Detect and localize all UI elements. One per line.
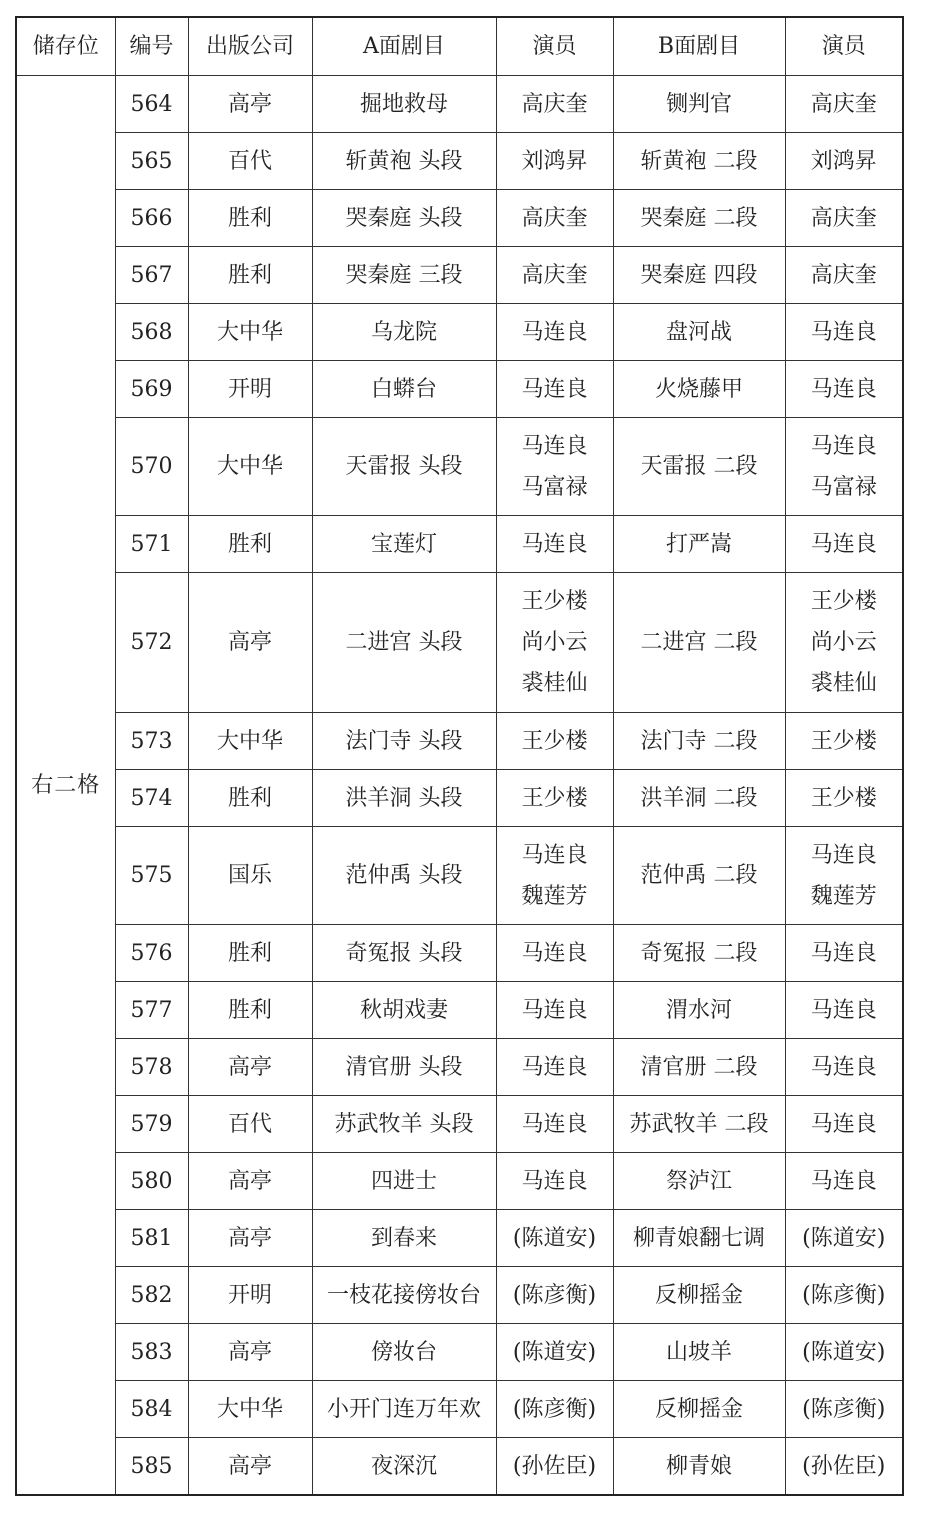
side-a-title-cell: 哭秦庭 头段: [312, 190, 496, 247]
side-b-title-cell: 反柳摇金: [613, 1381, 785, 1438]
side-a-title-cell: 小开门连万年欢: [312, 1381, 496, 1438]
publisher-cell: 胜利: [188, 770, 312, 827]
actor-name: (孙佐臣): [802, 1453, 886, 1479]
record-number-cell: 578: [115, 1039, 188, 1096]
side-b-title-cell: 哭秦庭 四段: [613, 247, 785, 304]
actor-name: (陈道安): [802, 1339, 886, 1365]
actor-name: 王少楼: [810, 728, 877, 754]
side-a-title-cell: 宝莲灯: [312, 516, 496, 573]
actor-name: 马连良: [521, 1168, 588, 1194]
side-b-actors-cell: [785, 1267, 903, 1324]
publisher-cell: 胜利: [188, 982, 312, 1039]
side-b-title-cell: 二进宫 二段: [613, 573, 785, 713]
side-b-title-cell: 哭秦庭 二段: [613, 190, 785, 247]
record-catalog-table: [15, 16, 904, 1496]
side-b-actors-cell: [785, 573, 903, 713]
side-b-actors-cell: [785, 1324, 903, 1381]
actor-name: 刘鸿昇: [810, 148, 877, 174]
header-b-title: B面剧目: [613, 17, 785, 76]
table-row: [16, 1153, 903, 1210]
table-row: [16, 982, 903, 1039]
publisher-cell: 大中华: [188, 713, 312, 770]
actor-name: 马连良: [521, 842, 588, 868]
side-a-title-cell: 傍妆台: [312, 1324, 496, 1381]
actor-name: 马连良: [810, 1111, 877, 1137]
side-a-actors-cell: [496, 1381, 613, 1438]
side-b-actors-cell: [785, 1096, 903, 1153]
side-b-title-cell: 斩黄袍 二段: [613, 133, 785, 190]
side-a-actors-cell: [496, 1210, 613, 1267]
actor-name: 高庆奎: [521, 262, 588, 288]
actor-name: 马连良: [810, 940, 877, 966]
record-number-cell: 579: [115, 1096, 188, 1153]
actor-name: 裘桂仙: [810, 671, 877, 696]
side-b-title-cell: 火烧藤甲: [613, 361, 785, 418]
header-a-title: A面剧目: [312, 17, 496, 76]
table-row: [16, 770, 903, 827]
side-a-actors-cell: [496, 418, 613, 516]
side-b-actors-cell: [785, 713, 903, 770]
side-a-title-cell: 四进士: [312, 1153, 496, 1210]
actor-name: 马连良: [521, 319, 588, 345]
actor-name: 王少楼: [521, 728, 588, 754]
actor-name: 高庆奎: [810, 205, 877, 231]
side-a-title-cell: 夜深沉: [312, 1438, 496, 1496]
side-a-title-cell: 奇冤报 头段: [312, 925, 496, 982]
side-a-actors-cell: [496, 133, 613, 190]
table-row: [16, 1267, 903, 1324]
side-a-actors-cell: [496, 76, 613, 133]
publisher-cell: 胜利: [188, 925, 312, 982]
publisher-cell: 大中华: [188, 418, 312, 516]
side-a-title-cell: 清官册 头段: [312, 1039, 496, 1096]
actor-name: 马富禄: [810, 474, 877, 500]
publisher-cell: 国乐: [188, 827, 312, 925]
side-a-actors-cell: [496, 827, 613, 925]
side-a-actors-cell: [496, 713, 613, 770]
actor-name: 刘鸿昇: [521, 148, 588, 174]
side-a-title-cell: 掘地救母: [312, 76, 496, 133]
table-row: [16, 133, 903, 190]
side-b-actors-cell: [785, 418, 903, 516]
side-b-actors-cell: [785, 247, 903, 304]
actor-name: 马连良: [810, 319, 877, 345]
publisher-cell: 胜利: [188, 516, 312, 573]
actor-name: 马连良: [810, 997, 877, 1023]
side-b-title-cell: 渭水河: [613, 982, 785, 1039]
side-a-title-cell: 乌龙院: [312, 304, 496, 361]
table-row: [16, 1096, 903, 1153]
side-b-title-cell: 奇冤报 二段: [613, 925, 785, 982]
actor-name: (陈彦衡): [512, 1396, 597, 1422]
publisher-cell: 高亭: [188, 573, 312, 713]
side-b-title-cell: 天雷报 二段: [613, 418, 785, 516]
side-b-actors-cell: [785, 1381, 903, 1438]
side-a-actors-cell: [496, 925, 613, 982]
table-row: [16, 573, 903, 713]
side-a-actors-cell: [496, 1267, 613, 1324]
publisher-cell: 百代: [188, 1096, 312, 1153]
record-number-cell: 565: [115, 133, 188, 190]
publisher-cell: 胜利: [188, 247, 312, 304]
actor-name: 马连良: [521, 940, 588, 966]
header-row: [16, 17, 903, 76]
actor-name: 王少楼: [810, 785, 877, 811]
actor-name: 尚小云: [810, 630, 877, 655]
side-a-title-cell: 洪羊洞 头段: [312, 770, 496, 827]
record-catalog-sheet: [15, 16, 904, 1496]
actor-name: 马连良: [521, 531, 588, 557]
actor-name: 马连良: [521, 376, 588, 402]
record-number-cell: 575: [115, 827, 188, 925]
publisher-cell: 高亭: [188, 76, 312, 133]
actor-name: 高庆奎: [521, 91, 588, 117]
record-number-cell: 568: [115, 304, 188, 361]
side-b-title-cell: 山坡羊: [613, 1324, 785, 1381]
side-a-title-cell: 斩黄袍 头段: [312, 133, 496, 190]
side-b-actors-cell: [785, 925, 903, 982]
actor-name: (陈彦衡): [802, 1396, 886, 1422]
actor-name: 王少楼: [521, 589, 588, 614]
record-number-cell: 571: [115, 516, 188, 573]
side-b-title-cell: 苏武牧羊 二段: [613, 1096, 785, 1153]
side-a-title-cell: 范仲禹 头段: [312, 827, 496, 925]
record-number-cell: 573: [115, 713, 188, 770]
actor-name: 裘桂仙: [521, 671, 588, 696]
actor-name: 高庆奎: [521, 205, 588, 231]
actor-name: 马连良: [521, 433, 588, 459]
record-number-cell: 570: [115, 418, 188, 516]
side-b-actors-cell: [785, 133, 903, 190]
side-b-title-cell: 反柳摇金: [613, 1267, 785, 1324]
record-number-cell: 583: [115, 1324, 188, 1381]
table-row: [16, 76, 903, 133]
storage-location-cell: 右二格: [16, 76, 115, 1496]
actor-name: 王少楼: [810, 589, 877, 614]
side-b-actors-cell: [785, 1153, 903, 1210]
side-a-actors-cell: [496, 1096, 613, 1153]
side-b-actors-cell: [785, 516, 903, 573]
publisher-cell: 大中华: [188, 1381, 312, 1438]
side-a-actors-cell: [496, 361, 613, 418]
side-b-actors-cell: [785, 770, 903, 827]
record-number-cell: 577: [115, 982, 188, 1039]
side-b-title-cell: 柳青娘: [613, 1438, 785, 1496]
actor-name: 王少楼: [521, 785, 588, 811]
table-row: [16, 827, 903, 925]
header-company: 出版公司: [188, 17, 312, 76]
actor-name: 马富禄: [521, 474, 588, 500]
actor-name: (陈道安): [802, 1225, 886, 1251]
table-row: [16, 713, 903, 770]
table-row: [16, 1324, 903, 1381]
publisher-cell: 高亭: [188, 1324, 312, 1381]
side-b-actors-cell: [785, 1210, 903, 1267]
side-a-title-cell: 法门寺 头段: [312, 713, 496, 770]
publisher-cell: 高亭: [188, 1153, 312, 1210]
record-number-cell: 576: [115, 925, 188, 982]
table-row: [16, 304, 903, 361]
side-b-title-cell: 祭泸江: [613, 1153, 785, 1210]
side-b-title-cell: 盘河战: [613, 304, 785, 361]
side-b-title-cell: 清官册 二段: [613, 1039, 785, 1096]
side-b-actors-cell: [785, 982, 903, 1039]
side-a-actors-cell: [496, 982, 613, 1039]
catalog-body: [16, 76, 903, 1496]
side-a-actors-cell: [496, 573, 613, 713]
side-a-title-cell: 秋胡戏妻: [312, 982, 496, 1039]
actor-name: 马连良: [521, 1111, 588, 1137]
table-row: [16, 247, 903, 304]
table-row: [16, 190, 903, 247]
actor-name: (陈道安): [512, 1339, 597, 1365]
side-b-title-cell: 洪羊洞 二段: [613, 770, 785, 827]
table-row: [16, 1039, 903, 1096]
side-a-actors-cell: [496, 1324, 613, 1381]
side-a-actors-cell: [496, 770, 613, 827]
actor-name: 马连良: [810, 531, 877, 557]
side-a-title-cell: 苏武牧羊 头段: [312, 1096, 496, 1153]
side-b-title-cell: 法门寺 二段: [613, 713, 785, 770]
table-row: [16, 361, 903, 418]
side-a-title-cell: 二进宫 头段: [312, 573, 496, 713]
header-b-actors: 演员: [785, 17, 903, 76]
actor-name: 马连良: [810, 433, 877, 459]
publisher-cell: 大中华: [188, 304, 312, 361]
side-b-title-cell: 铡判官: [613, 76, 785, 133]
publisher-cell: 高亭: [188, 1210, 312, 1267]
actor-name: (孙佐臣): [512, 1453, 597, 1479]
publisher-cell: 胜利: [188, 190, 312, 247]
side-a-title-cell: 一枝花接傍妆台: [312, 1267, 496, 1324]
record-number-cell: 569: [115, 361, 188, 418]
actor-name: 马连良: [810, 842, 877, 868]
side-a-actors-cell: [496, 1438, 613, 1496]
record-number-cell: 572: [115, 573, 188, 713]
header-storage: 储存位: [16, 17, 115, 76]
table-row: [16, 1438, 903, 1496]
record-number-cell: 584: [115, 1381, 188, 1438]
side-a-actors-cell: [496, 304, 613, 361]
side-b-title-cell: 柳青娘翻七调: [613, 1210, 785, 1267]
header-a-actors: 演员: [496, 17, 613, 76]
side-a-actors-cell: [496, 1153, 613, 1210]
actor-name: (陈道安): [512, 1225, 597, 1251]
side-b-actors-cell: [785, 1039, 903, 1096]
actor-name: 高庆奎: [810, 262, 877, 288]
actor-name: 尚小云: [521, 630, 588, 655]
record-number-cell: 581: [115, 1210, 188, 1267]
table-row: [16, 1210, 903, 1267]
actor-name: 马连良: [810, 1054, 877, 1080]
actor-name: 魏莲芳: [521, 883, 588, 909]
table-row: [16, 925, 903, 982]
side-a-title-cell: 到春来: [312, 1210, 496, 1267]
side-b-actors-cell: [785, 827, 903, 925]
table-row: [16, 418, 903, 516]
record-number-cell: 567: [115, 247, 188, 304]
side-b-title-cell: 打严嵩: [613, 516, 785, 573]
side-b-title-cell: 范仲禹 二段: [613, 827, 785, 925]
publisher-cell: 开明: [188, 361, 312, 418]
side-b-actors-cell: [785, 76, 903, 133]
side-b-actors-cell: [785, 304, 903, 361]
record-number-cell: 574: [115, 770, 188, 827]
table-row: [16, 1381, 903, 1438]
publisher-cell: 开明: [188, 1267, 312, 1324]
record-number-cell: 564: [115, 76, 188, 133]
side-a-actors-cell: [496, 247, 613, 304]
actor-name: (陈彦衡): [512, 1282, 597, 1308]
table-row: [16, 516, 903, 573]
side-a-title-cell: 白蟒台: [312, 361, 496, 418]
header-number: 编号: [115, 17, 188, 76]
side-b-actors-cell: [785, 190, 903, 247]
actor-name: 魏莲芳: [810, 883, 877, 909]
actor-name: 高庆奎: [810, 91, 877, 117]
side-b-actors-cell: [785, 361, 903, 418]
side-b-actors-cell: [785, 1438, 903, 1496]
side-a-actors-cell: [496, 1039, 613, 1096]
actor-name: 马连良: [810, 376, 877, 402]
publisher-cell: 高亭: [188, 1039, 312, 1096]
record-number-cell: 566: [115, 190, 188, 247]
actor-name: (陈彦衡): [802, 1282, 886, 1308]
side-a-title-cell: 天雷报 头段: [312, 418, 496, 516]
actor-name: 马连良: [810, 1168, 877, 1194]
side-a-actors-cell: [496, 516, 613, 573]
publisher-cell: 高亭: [188, 1438, 312, 1496]
side-a-actors-cell: [496, 190, 613, 247]
actor-name: 马连良: [521, 1054, 588, 1080]
record-number-cell: 585: [115, 1438, 188, 1496]
actor-name: 马连良: [521, 997, 588, 1023]
record-number-cell: 580: [115, 1153, 188, 1210]
publisher-cell: 百代: [188, 133, 312, 190]
side-a-title-cell: 哭秦庭 三段: [312, 247, 496, 304]
record-number-cell: 582: [115, 1267, 188, 1324]
